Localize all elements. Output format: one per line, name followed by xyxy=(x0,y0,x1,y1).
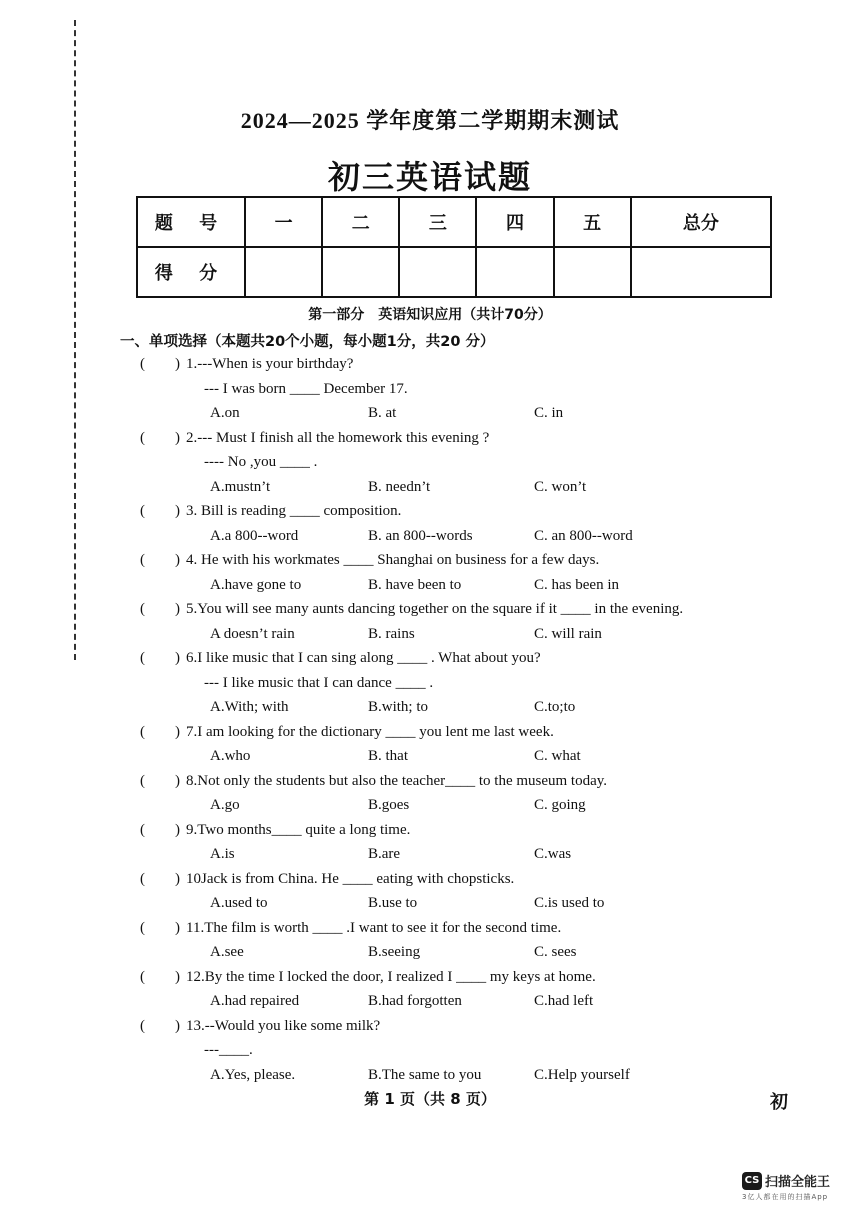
option-a: A.a 800--word xyxy=(210,527,299,544)
option-b: B. have been to xyxy=(368,576,462,593)
option-c: C. sees xyxy=(534,944,577,960)
option-a: A.used to xyxy=(210,895,268,911)
question-options xyxy=(140,695,780,720)
section-title: 第一部分 英语知识应用（共计70分） xyxy=(308,307,552,323)
question-stem xyxy=(140,1014,780,1039)
question-text: --- I like music that I can dance ____ . xyxy=(204,674,434,691)
score-cell xyxy=(631,247,771,297)
option-b: B.use to xyxy=(368,895,418,911)
option-b: B. needn’t xyxy=(368,478,431,495)
question-item xyxy=(140,548,780,597)
question-text: 7.I am looking for the dictionary ____ you lent me last week. xyxy=(186,723,554,740)
option-b: B.are xyxy=(368,846,401,862)
question-item xyxy=(140,426,780,500)
scanner-logo-icon: CS xyxy=(742,1172,762,1190)
scanner-tagline: 3亿人都在用的扫描App xyxy=(742,1193,829,1201)
question-options xyxy=(140,524,780,549)
part-title: 一、单项选择（本题共20个小题，每小题1分，共20 分） xyxy=(120,334,495,350)
question-options xyxy=(140,793,780,818)
option-a: A.With; with xyxy=(210,699,289,715)
option-c: C. will rain xyxy=(534,625,602,642)
option-b: B. rains xyxy=(368,625,415,642)
corner-mark: 初 xyxy=(770,1092,788,1113)
option-a: A.on xyxy=(210,405,240,421)
option-c: C.had left xyxy=(534,993,594,1009)
question-stem xyxy=(140,499,780,524)
question-stem xyxy=(140,352,780,377)
question-stem xyxy=(140,818,780,843)
question-item xyxy=(140,1014,780,1088)
answer-paren: ( ) xyxy=(140,870,180,887)
question-stem xyxy=(140,720,780,745)
question-options xyxy=(140,622,780,647)
option-c: C. going xyxy=(534,797,586,813)
option-a: A.had repaired xyxy=(210,993,300,1009)
question-item xyxy=(140,720,780,769)
question-dialogue-line xyxy=(140,377,780,402)
question-stem xyxy=(140,597,780,622)
option-c: C.Help yourself xyxy=(534,1066,630,1083)
question-stem xyxy=(140,769,780,794)
question-options xyxy=(140,475,780,500)
score-table-col-total: 总分 xyxy=(631,197,771,247)
exam-subject-title: 初三英语试题 xyxy=(327,159,532,195)
question-stem xyxy=(140,916,780,941)
question-options xyxy=(140,842,780,867)
score-cell xyxy=(399,247,476,297)
option-c: C. in xyxy=(534,405,564,421)
option-b: B.had forgotten xyxy=(368,993,462,1009)
scanner-watermark xyxy=(742,1170,830,1202)
question-text: 4. He with his workmates ____ Shanghai on business for a few days. xyxy=(186,552,600,568)
question-options xyxy=(140,891,780,916)
option-c: C. won’t xyxy=(534,478,587,495)
option-c: C. an 800--word xyxy=(534,527,633,544)
question-item xyxy=(140,597,780,646)
score-table-row-label: 题 号 xyxy=(137,197,245,247)
question-item xyxy=(140,769,780,818)
question-stem xyxy=(140,548,780,573)
score-table-col-2: 二 xyxy=(322,197,399,247)
answer-paren: ( ) xyxy=(140,552,180,568)
question-item xyxy=(140,352,780,426)
question-options xyxy=(140,573,780,598)
question-item xyxy=(140,818,780,867)
question-text: 11.The film is worth ____ .I want to see it for the second time. xyxy=(186,919,562,936)
question-options xyxy=(140,401,780,426)
option-c: C.was xyxy=(534,846,572,862)
option-a: A.Yes, please. xyxy=(210,1066,296,1083)
answer-paren: ( ) xyxy=(140,650,180,666)
option-a: A.go xyxy=(210,797,240,813)
question-options xyxy=(140,1063,780,1088)
question-item xyxy=(140,965,780,1014)
score-table-col-4: 四 xyxy=(476,197,553,247)
score-cell xyxy=(322,247,399,297)
question-options xyxy=(140,940,780,965)
question-item xyxy=(140,916,780,965)
option-a: A.who xyxy=(210,748,251,764)
question-text: 6.I like music that I can sing along ____ . What about you? xyxy=(186,650,541,666)
answer-paren: ( ) xyxy=(140,429,180,446)
question-dialogue-line xyxy=(140,671,780,696)
option-b: B.seeing xyxy=(368,944,421,960)
score-cell xyxy=(245,247,322,297)
question-stem xyxy=(140,426,780,451)
question-text: 13.--Would you like some milk? xyxy=(186,1017,381,1034)
score-cell xyxy=(554,247,631,297)
question-text: --- I was born ____ December 17. xyxy=(204,380,408,397)
option-b: B.with; to xyxy=(368,699,429,715)
question-text: ---____. xyxy=(204,1042,253,1058)
score-table-score-row xyxy=(137,247,771,297)
score-table xyxy=(136,196,772,298)
score-table-col-1: 一 xyxy=(245,197,322,247)
answer-paren: ( ) xyxy=(140,919,180,936)
question-stem xyxy=(140,965,780,990)
question-text: 5.You will see many aunts dancing together on the square if it ____ in the evening. xyxy=(186,601,684,617)
answer-paren: ( ) xyxy=(140,723,180,740)
option-b: B. at xyxy=(368,405,397,421)
question-dialogue-line xyxy=(140,1038,780,1063)
question-options xyxy=(140,989,780,1014)
question-text: 10Jack is from China. He ____ eating with chopsticks. xyxy=(186,870,515,887)
option-c: C. what xyxy=(534,748,581,764)
question-item xyxy=(140,646,780,720)
question-stem xyxy=(140,646,780,671)
question-text: 9.Two months____ quite a long time. xyxy=(186,821,411,838)
scanner-name: 扫描全能王 xyxy=(765,1175,831,1190)
answer-paren: ( ) xyxy=(140,1017,180,1034)
option-c: C. has been in xyxy=(534,576,619,593)
question-dialogue-line xyxy=(140,450,780,475)
option-b: B. an 800--words xyxy=(368,527,473,544)
option-a: A.see xyxy=(210,944,244,960)
option-a: A.is xyxy=(210,846,235,862)
option-b: B.The same to you xyxy=(368,1066,482,1083)
answer-paren: ( ) xyxy=(140,772,180,789)
score-table-col-3: 三 xyxy=(399,197,476,247)
answer-paren: ( ) xyxy=(140,356,180,372)
answer-paren: ( ) xyxy=(140,503,180,519)
question-stem xyxy=(140,867,780,892)
question-text: 2.--- Must I finish all the homework this evening ? xyxy=(186,429,490,446)
question-list xyxy=(140,352,780,1087)
answer-paren: ( ) xyxy=(140,821,180,838)
answer-paren: ( ) xyxy=(140,601,180,617)
question-options xyxy=(140,744,780,769)
option-a: A.have gone to xyxy=(210,576,302,593)
score-cell xyxy=(476,247,553,297)
option-b: B.goes xyxy=(368,797,410,813)
question-text: 8.Not only the students but also the teacher____ to the museum today. xyxy=(186,772,608,789)
exam-term-title: 2024—2025 学年度第二学期期末测试 xyxy=(240,108,620,133)
score-table-col-5: 五 xyxy=(554,197,631,247)
question-text: 12.By the time I locked the door, I realized I ____ my keys at home. xyxy=(186,968,596,985)
question-item xyxy=(140,499,780,548)
answer-paren: ( ) xyxy=(140,968,180,985)
question-text: ---- No ,you ____ . xyxy=(204,454,318,470)
question-text: 1.---When is your birthday? xyxy=(186,356,354,372)
option-b: B. that xyxy=(368,748,408,764)
score-table-header-row xyxy=(137,197,771,247)
score-table-row-label: 得 分 xyxy=(137,247,245,297)
question-item xyxy=(140,867,780,916)
option-a: A doesn’t rain xyxy=(210,625,295,642)
page-number: 第 1 页（共 8 页） xyxy=(364,1090,496,1108)
option-a: A.mustn’t xyxy=(210,478,271,495)
option-c: C.is used to xyxy=(534,895,605,911)
question-text: 3. Bill is reading ____ composition. xyxy=(186,503,402,519)
option-c: C.to;to xyxy=(534,699,576,715)
